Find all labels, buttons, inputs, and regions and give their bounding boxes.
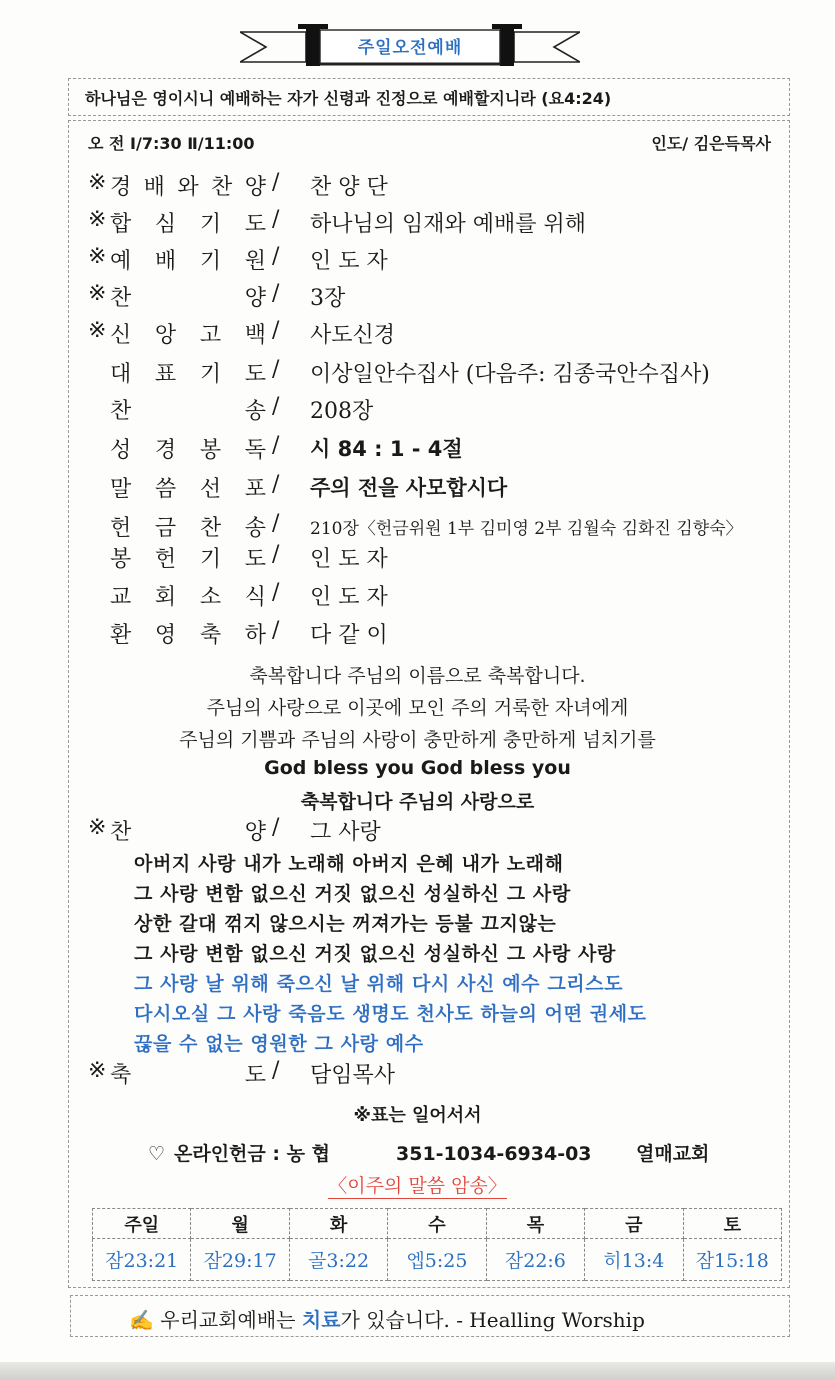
order-label-char: 양	[244, 286, 266, 311]
order-item-content: 하나님의 임재와 예배를 위해	[310, 212, 587, 237]
order-label-char: 축	[110, 1063, 132, 1088]
offering-label: 온라인헌금 : 농 협	[174, 1143, 330, 1165]
order-item-content: 208장	[310, 399, 374, 424]
order-item-content: 인 도 자	[310, 585, 388, 610]
order-label-char: 경	[110, 175, 132, 200]
order-item-content: 그 사랑	[310, 820, 381, 845]
header-banner	[240, 20, 580, 70]
verse-ref-cell: 골3:22	[289, 1239, 387, 1281]
standing-mark: ※	[88, 318, 107, 343]
order-item-label	[110, 1058, 266, 1089]
order-item-content: 다 같 이	[310, 623, 388, 648]
separator: /	[272, 433, 280, 458]
order-item-label	[110, 542, 266, 573]
order-item-label	[110, 618, 266, 649]
order-label-char: 도	[244, 212, 266, 237]
order-label-char: 봉	[199, 438, 222, 463]
order-label-char: 백	[244, 323, 266, 348]
order-item-label	[110, 170, 266, 201]
order-label-char: 말	[110, 477, 132, 502]
offering-account: 351-1034-6934-03	[396, 1143, 592, 1165]
separator: /	[272, 357, 280, 382]
separator: /	[272, 472, 280, 497]
order-label-char: 경	[154, 438, 177, 463]
order-item-content: 인 도 자	[310, 547, 388, 572]
praise-lyric-line: 그 사랑 변함 없으신 거짓 없으신 성실하신 그 사랑	[134, 883, 571, 905]
separator: /	[272, 244, 280, 269]
order-item-content: 주의 전을 사모합시다	[310, 476, 508, 500]
praise-lyric-line: 다시오실 그 사랑 죽음도 생명도 천사도 하늘의 어떤 권세도	[134, 1003, 647, 1025]
order-label-char: 와	[177, 175, 199, 200]
page-edge	[0, 1362, 835, 1380]
order-label-char: 송	[244, 516, 266, 541]
order-label-char: 환	[110, 623, 132, 648]
order-item-content: 담임목사	[310, 1063, 396, 1088]
day-cell: 목	[486, 1209, 584, 1239]
verse-ref-cell: 엡5:25	[388, 1239, 486, 1281]
order-item-content: 사도신경	[310, 323, 396, 348]
order-label-char: 씀	[154, 477, 177, 502]
separator: /	[272, 281, 280, 306]
order-label-char: 송	[244, 399, 266, 424]
praise-lyric-line: 끊을 수 없는 영원한 그 사랑 예수	[134, 1033, 424, 1055]
order-label-char: 기	[199, 362, 222, 387]
footer-text	[129, 1304, 645, 1333]
order-label-char: 도	[244, 1063, 266, 1088]
order-label-char: 기	[199, 249, 222, 274]
table-row	[93, 1239, 782, 1281]
memory-verse-title	[0, 1171, 835, 1198]
order-label-char: 합	[110, 212, 132, 237]
order-label-char: 찬	[110, 286, 132, 311]
order-label-char: 신	[110, 323, 132, 348]
praise-lyric-line: 아버지 사랑 내가 노래해 아버지 은혜 내가 노래해	[134, 853, 564, 875]
separator: /	[272, 542, 280, 567]
order-label-char: 고	[199, 323, 222, 348]
order-item-content: 인 도 자	[310, 249, 388, 274]
order-label-char: 성	[110, 438, 132, 463]
order-label-char: 앙	[154, 323, 177, 348]
verse-box	[68, 78, 790, 116]
standing-mark: ※	[88, 244, 107, 269]
order-label-char: 배	[143, 175, 165, 200]
order-label-char: 대	[110, 362, 132, 387]
order-label-char: 선	[199, 477, 222, 502]
order-label-char: 식	[244, 585, 266, 610]
service-leader: 인도/ 김은득목사	[651, 134, 771, 153]
order-item-content: 3장	[310, 286, 346, 311]
order-item-content: 210장〈헌금위원 1부 김미영 2부 김월숙 김화진 김향숙〉	[310, 519, 743, 539]
standing-mark: ※	[88, 281, 107, 306]
memory-verse-table	[92, 1208, 782, 1281]
heart-icon: ♡	[148, 1143, 166, 1165]
separator: /	[272, 1058, 280, 1083]
order-item-label	[110, 394, 266, 425]
verse-ref-cell: 히13:4	[585, 1239, 683, 1281]
day-cell: 토	[683, 1209, 781, 1239]
praise-lyric-line: 그 사랑 날 위해 죽으신 날 위해 다시 사신 예수 그리스도	[134, 973, 624, 995]
order-item-label	[110, 433, 266, 464]
order-label-char: 헌	[154, 547, 177, 572]
order-label-char: 독	[244, 438, 266, 463]
verse-ref-cell: 잠15:18	[683, 1239, 781, 1281]
order-item-label	[110, 357, 266, 388]
service-time: 오 전 Ⅰ/7:30 Ⅱ/11:00	[88, 134, 255, 153]
order-label-char: 회	[154, 585, 177, 610]
order-label-char: 배	[154, 249, 177, 274]
separator: /	[272, 394, 280, 419]
day-cell: 월	[191, 1209, 289, 1239]
order-item-label	[110, 580, 266, 611]
standing-mark: ※	[88, 815, 107, 840]
order-item-label	[110, 472, 266, 503]
offering-church: 열매교회	[636, 1143, 710, 1165]
order-label-char: 양	[244, 820, 266, 845]
welcome-song-line: 축복합니다 주님의 이름으로 축복합니다.	[249, 665, 586, 687]
welcome-song-line: 축복합니다 주님의 사랑으로	[300, 791, 535, 813]
order-item-content: 이상일안수집사 (다음주: 김종국안수집사)	[310, 362, 710, 387]
praise-lyric-line: 상한 갈대 꺾지 않으시는 꺼져가는 등불 끄지않는	[134, 913, 557, 935]
footer-text-after: 가 있습니다. - Healling Worship	[340, 1308, 645, 1332]
separator: /	[272, 318, 280, 343]
separator: /	[272, 815, 280, 840]
table-row	[93, 1209, 782, 1239]
memory-verse-title-text: 〈이주의 말씀 암송〉	[328, 1175, 507, 1197]
writing-hand-icon: ✍	[129, 1308, 154, 1332]
order-label-char: 기	[199, 547, 222, 572]
standing-mark: ※	[88, 207, 107, 232]
praise-lyric-line: 그 사랑 변함 없으신 거짓 없으신 성실하신 그 사랑 사랑	[134, 943, 616, 965]
footer-text-before: 우리교회예배는	[160, 1308, 302, 1332]
order-label-char: 축	[199, 623, 222, 648]
day-cell: 금	[585, 1209, 683, 1239]
standing-note: ※표는 일어서서	[353, 1105, 482, 1126]
order-label-char: 찬	[199, 516, 222, 541]
order-label-char: 도	[244, 547, 266, 572]
separator: /	[272, 580, 280, 605]
order-label-char: 심	[154, 212, 177, 237]
order-item-label	[110, 511, 266, 542]
order-label-char: 예	[110, 249, 132, 274]
order-label-char: 포	[244, 477, 266, 502]
order-label-char: 도	[244, 362, 266, 387]
order-label-char: 찬	[110, 399, 132, 424]
order-label-char: 찬	[110, 820, 132, 845]
day-cell: 화	[289, 1209, 387, 1239]
order-item-label	[110, 207, 266, 238]
order-item-content: 찬 양 단	[310, 175, 388, 200]
order-label-char: 하	[244, 623, 266, 648]
order-item-label	[110, 244, 266, 275]
verse-ref-cell: 잠22:6	[486, 1239, 584, 1281]
order-label-char: 원	[244, 249, 266, 274]
separator: /	[272, 511, 280, 536]
order-label-char: 소	[199, 585, 222, 610]
standing-mark: ※	[88, 1058, 107, 1083]
order-label-char: 봉	[110, 547, 132, 572]
order-label-char: 금	[154, 516, 177, 541]
order-label-char: 교	[110, 585, 132, 610]
verse-text: 하나님은 영이시니 예배하는 자가 신령과 진정으로 예배할지니라 (요4:24)	[85, 89, 612, 108]
page-title: 주일오전예배	[357, 38, 463, 58]
separator: /	[272, 170, 280, 195]
order-label-char: 영	[154, 623, 177, 648]
order-label-char: 표	[154, 362, 177, 387]
footer-box	[70, 1295, 790, 1337]
welcome-song-line: 주님의 기쁨과 주님의 사랑이 충만하게 충만하게 넘치기를	[179, 729, 656, 751]
footer-emphasis: 치료	[301, 1308, 341, 1332]
separator: /	[272, 618, 280, 643]
day-cell: 수	[388, 1209, 486, 1239]
verse-ref-cell: 잠29:17	[191, 1239, 289, 1281]
day-cell: 주일	[93, 1209, 191, 1239]
welcome-song-line: 주님의 사랑으로 이곳에 모인 주의 거룩한 자녀에게	[206, 697, 629, 719]
order-item-label	[110, 815, 266, 846]
online-offering	[148, 1139, 709, 1166]
order-label-char: 양	[244, 175, 266, 200]
separator: /	[272, 207, 280, 232]
welcome-song-line: God bless you God bless you	[264, 757, 571, 779]
order-item-label	[110, 281, 266, 312]
order-label-char: 헌	[110, 516, 132, 541]
order-label-char: 기	[199, 212, 222, 237]
order-item-content: 시 84 : 1 - 4절	[310, 437, 463, 461]
standing-mark: ※	[88, 170, 107, 195]
verse-ref-cell: 잠23:21	[93, 1239, 191, 1281]
order-label-char: 찬	[211, 175, 233, 200]
order-item-label	[110, 318, 266, 349]
